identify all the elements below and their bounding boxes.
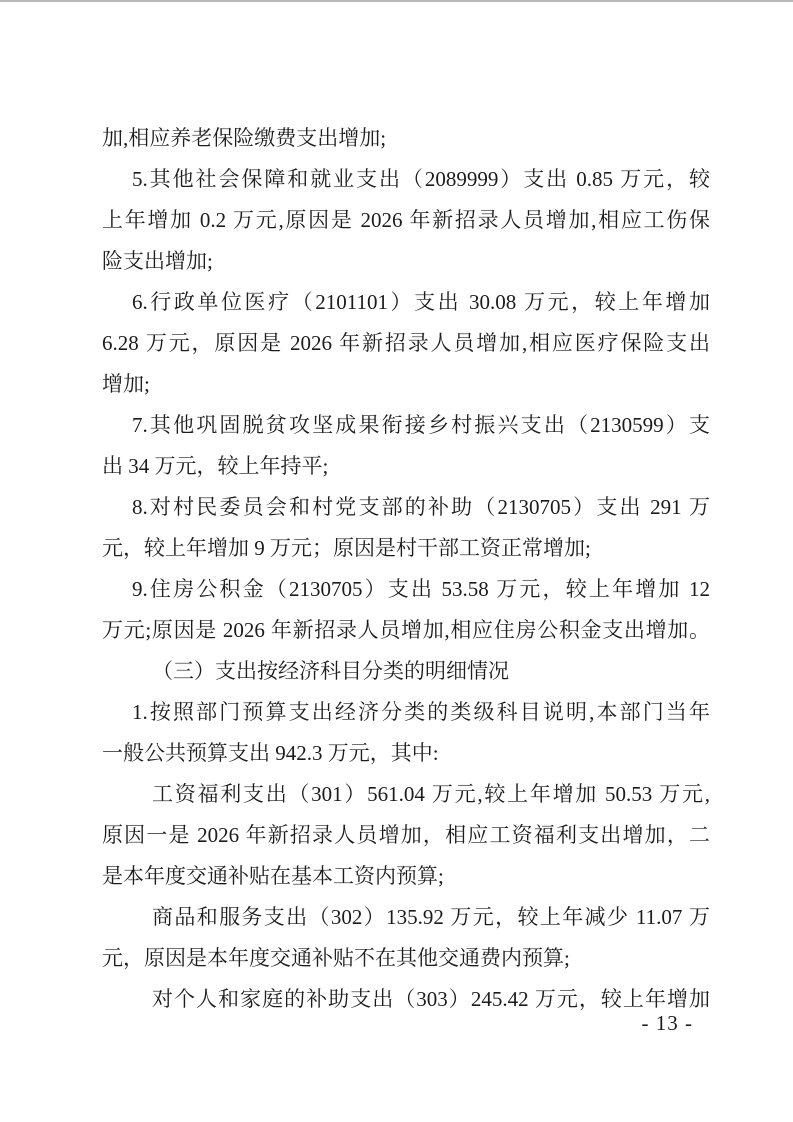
text-line: 原因一是 2026 年新招录人员增加，相应工资福利支出增加，二 bbox=[102, 823, 710, 847]
text-line: 元，原因是本年度交通补贴不在其他交通费内预算; bbox=[102, 946, 570, 970]
page-number: - 13 - bbox=[641, 1011, 693, 1035]
text-line: 6.28 万元，原因是 2026 年新招录人员增加,相应医疗保险支出 bbox=[102, 331, 710, 355]
text-line: 6.行政单位医疗（2101101）支出 30.08 万元，较上年增加 bbox=[132, 290, 710, 314]
text-line: 对个人和家庭的补助支出（303）245.42 万元，较上年增加 bbox=[152, 987, 710, 1011]
text-line: 险支出增加; bbox=[102, 249, 213, 273]
text-line: 加,相应养老保险缴费支出增加; bbox=[102, 126, 387, 150]
text-line: 商品和服务支出（302）135.92 万元，较上年减少 11.07 万 bbox=[152, 905, 710, 929]
document-body bbox=[102, 118, 710, 1020]
page-top-edge-artifact bbox=[0, 0, 793, 2]
text-line: 7.其他巩固脱贫攻坚成果衔接乡村振兴支出（2130599）支 bbox=[132, 413, 710, 437]
text-line: 增加; bbox=[102, 372, 150, 396]
text-line: 一般公共预算支出 942.3 万元，其中: bbox=[102, 741, 439, 765]
text-line: 元，较上年增加 9 万元；原因是村干部工资正常增加; bbox=[102, 536, 591, 560]
text-line: 1.按照部门预算支出经济分类的类级科目说明,本部门当年 bbox=[132, 700, 710, 724]
text-line: 是本年度交通补贴在基本工资内预算; bbox=[102, 864, 444, 888]
section-heading: （三）支出按经济科目分类的明细情况 bbox=[152, 659, 509, 683]
text-line: 万元;原因是 2026 年新招录人员增加,相应住房公积金支出增加。 bbox=[102, 618, 710, 642]
text-line: 工资福利支出（301）561.04 万元,较上年增加 50.53 万元, bbox=[152, 782, 710, 806]
text-line: 9.住房公积金（2130705）支出 53.58 万元，较上年增加 12 bbox=[132, 577, 710, 601]
text-line: 5.其他社会保障和就业支出（2089999）支出 0.85 万元，较 bbox=[132, 167, 710, 191]
text-line: 出 34 万元，较上年持平; bbox=[102, 454, 329, 478]
text-line: 8.对村民委员会和村党支部的补助（2130705）支出 291 万 bbox=[132, 495, 710, 519]
text-line: 上年增加 0.2 万元,原因是 2026 年新招录人员增加,相应工伤保 bbox=[102, 208, 710, 232]
